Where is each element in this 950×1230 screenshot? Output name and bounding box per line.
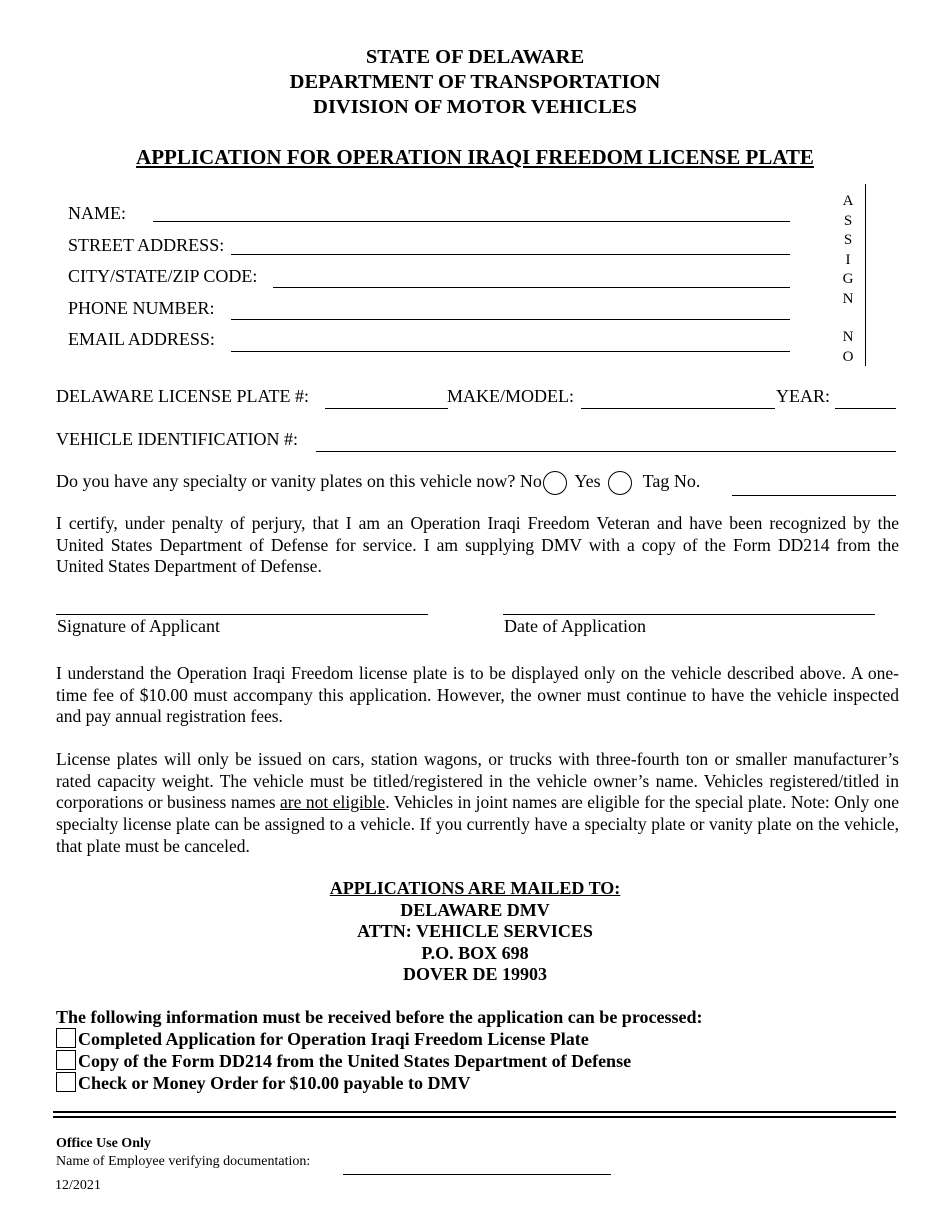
header-division: DIVISION OF MOTOR VEHICLES [313,96,637,118]
make-model-field[interactable] [581,408,775,409]
street-address-field[interactable] [231,254,790,255]
no-radio[interactable] [543,471,567,495]
yes-label: Yes [574,471,601,491]
email-label: EMAIL ADDRESS: [68,329,215,349]
date-label: Date of Application [504,616,646,636]
city-state-zip-label: CITY/STATE/ZIP CODE: [68,266,258,286]
office-use-heading: Office Use Only [56,1136,151,1151]
tag-number-field[interactable] [732,495,896,496]
assign-letter: S [843,212,853,229]
plate-number-label: DELAWARE LICENSE PLATE #: [56,386,310,406]
assign-letter: N [842,290,854,307]
name-label: NAME: [68,203,126,223]
assign-letter: N [842,329,854,345]
phone-field[interactable] [231,319,790,320]
name-field[interactable] [153,221,790,222]
assign-letter: O [842,348,854,365]
requirement-item: Copy of the Form DD214 from the United States Department of Defense [56,1050,631,1072]
assign-letter: S [843,232,853,248]
not-eligible-text: are not eligible [280,792,386,813]
requirement-item: Completed Application for Operation Iraqi Freedom License Plate [56,1028,589,1050]
mailing-line: DOVER DE 19903 [402,964,547,984]
signature-label: Signature of Applicant [57,616,220,636]
city-state-zip-field[interactable] [273,287,790,288]
requirement-checkbox[interactable] [56,1072,76,1092]
requirement-item: Check or Money Order for $10.00 payable to DMV [56,1072,470,1094]
fee-paragraph: I understand the Operation Iraqi Freedom license plate is to be displayed only on the vehicle described above. A one-time fee of $10.00 must accompany this application. However, the owner must continue to have the vehicle inspected and pay annual registration fees. [56,663,899,727]
assign-no-divider [865,184,866,366]
form-date: 12/2021 [55,1178,101,1193]
header-state: STATE OF DELAWARE [365,46,585,68]
tag-number-label: Tag No. [642,471,701,491]
street-address-label: STREET ADDRESS: [68,235,225,255]
mailing-line: DELAWARE DMV [400,900,550,920]
assign-letter: A [842,193,854,209]
assign-letter: G [842,271,854,287]
vin-label: VEHICLE IDENTIFICATION #: [56,429,298,449]
eligibility-paragraph: License plates will only be issued on cars, station wagons, or trucks with three-fourth ton or smaller manufacturer’s rated capacity weight. The vehicle must be titled/registered in the vehicle owner’s name. Vehicles registered/titled in corporations or business names are not eligible. Vehicles in joint names are eligible for the special plate. Note: Only one specialty license plate can be assigned to a vehicle. If you currently have a specialty plate or vanity plate on the vehicle, that plate must be canceled. [56,749,899,856]
assign-no-vertical [838,192,858,367]
certify-paragraph: I certify, under penalty of perjury, that I am an Operation Iraqi Freedom Veteran and have been recognized by the United States Department of Defense for service. I am supplying DMV with a copy of the Form DD214 from the United States Department of Defense. [56,513,899,577]
employee-label: Name of Employee verifying documentation: [56,1154,311,1169]
page-title: APPLICATION FOR OPERATION IRAQI FREEDOM LICENSE PLATE [136,145,814,169]
mailing-heading: APPLICATIONS ARE MAILED TO: [329,878,621,898]
header-department: DEPARTMENT OF TRANSPORTATION [289,71,661,93]
email-field[interactable] [231,351,790,352]
mailing-line: ATTN: VEHICLE SERVICES [357,921,593,941]
divider-top [53,1111,896,1114]
yes-radio[interactable] [608,471,632,495]
requirement-checkbox[interactable] [56,1050,76,1070]
year-field[interactable] [835,408,896,409]
employee-field[interactable] [343,1174,611,1175]
specialty-question-text: Do you have any specialty or vanity plates on this vehicle now? No [56,471,542,491]
plate-number-field[interactable] [325,408,448,409]
year-label: YEAR: [776,386,830,406]
assign-letter: I [845,251,851,268]
requirements-heading: The following information must be received before the application can be processed: [56,1007,703,1027]
specialty-question [56,470,700,495]
mailing-line: P.O. BOX 698 [421,943,529,963]
requirement-checkbox[interactable] [56,1028,76,1048]
phone-label: PHONE NUMBER: [68,298,215,318]
make-model-label: MAKE/MODEL: [447,386,574,406]
vin-field[interactable] [316,451,896,452]
divider-bottom [53,1116,896,1119]
